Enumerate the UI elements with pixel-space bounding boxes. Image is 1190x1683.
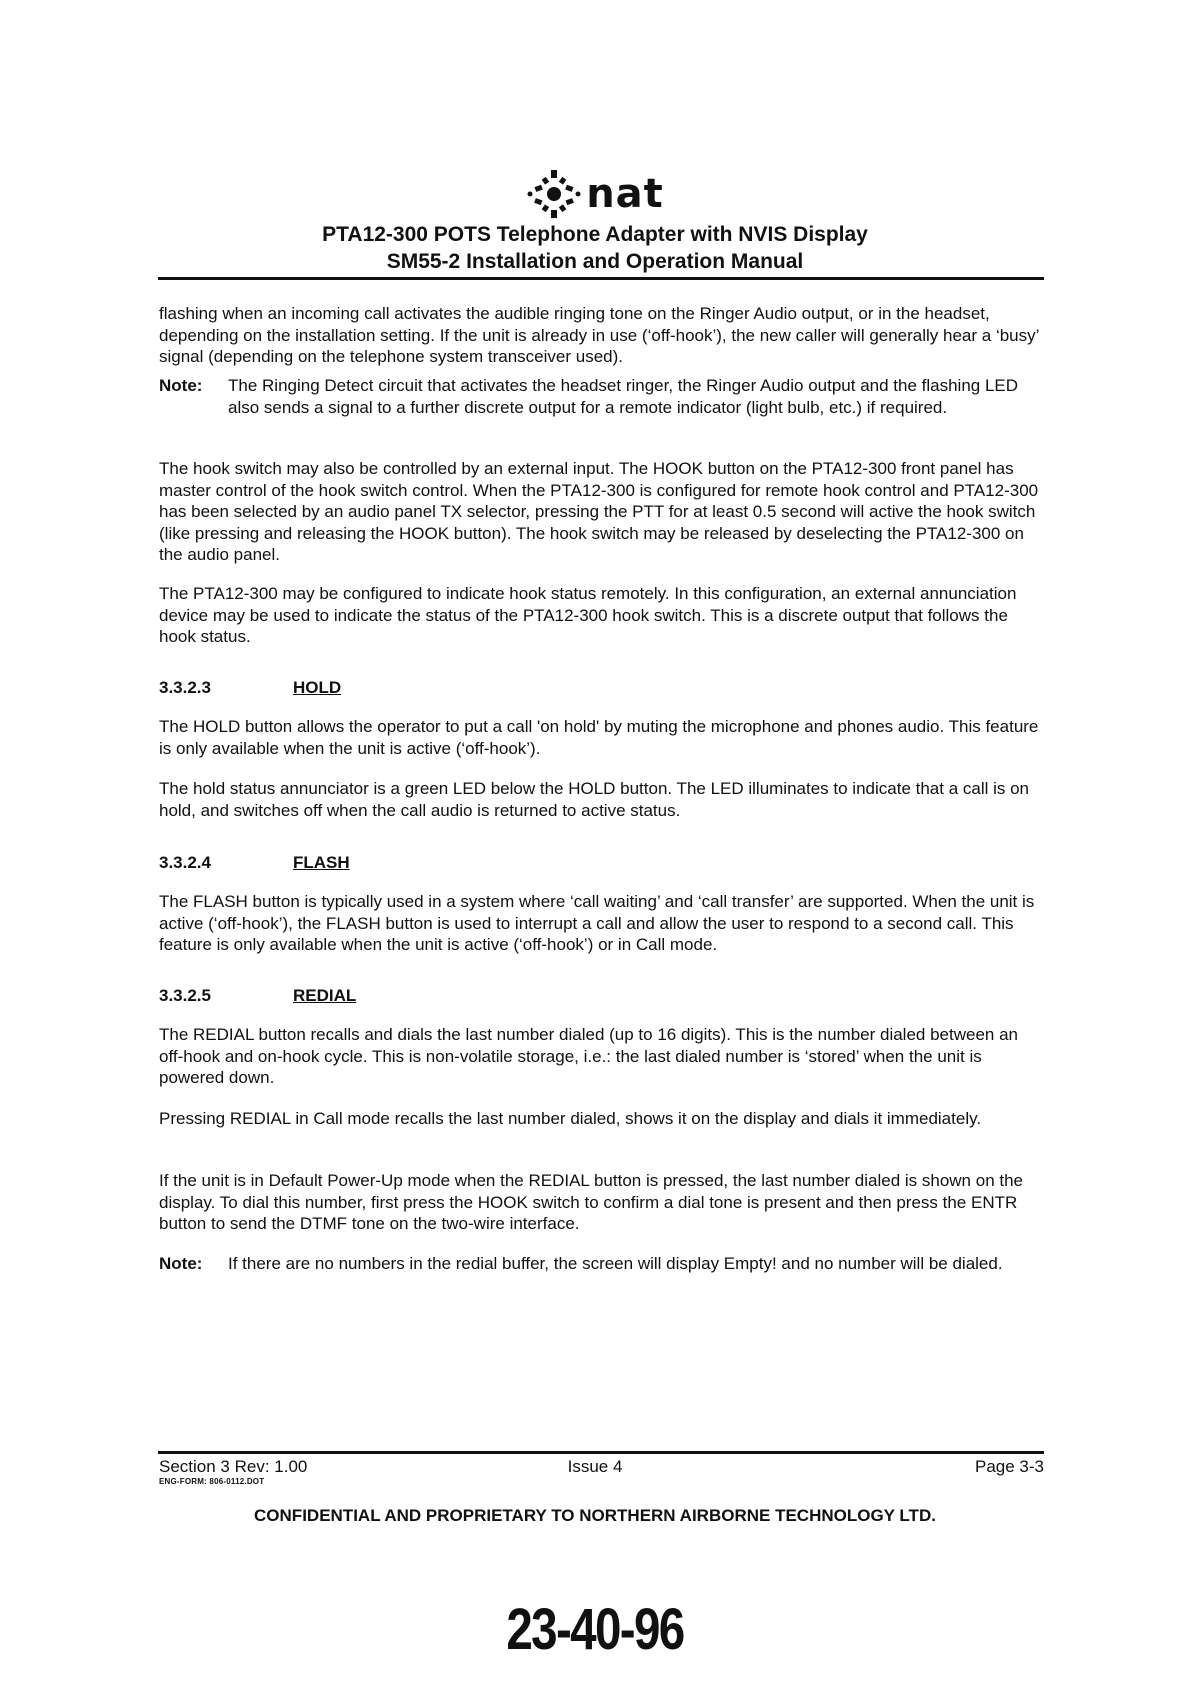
paragraph-redial-power-up: If the unit is in Default Power-Up mode when the REDIAL button is pressed, the last number dialed is shown on the display. To dial this number, first press the HOOK switch to confirm a dial tone is present and then press the ENTR button to send the DTMF tone on the two-wire interface. xyxy=(159,1171,1024,1234)
footer-divider xyxy=(158,1451,1044,1454)
note-label: Note: xyxy=(159,376,203,395)
header-divider xyxy=(158,277,1044,280)
footer-section-revision: Section 3 Rev: 1.00 xyxy=(159,1457,308,1476)
confidentiality-notice: CONFIDENTIAL AND PROPRIETARY TO NORTHERN AIRBORNE TECHNOLOGY LTD. xyxy=(254,1506,936,1525)
paragraph-redial-button: The REDIAL button recalls and dials the last number dialed (up to 16 digits). This is the number dialed between an off-hook and on-hook cycle. This is non-volatile storage, i.e.: the last dialed number is ‘stored’ when the unit is powered down. xyxy=(159,1025,1018,1088)
section-title: FLASH xyxy=(293,853,350,872)
section-number: 3.3.2.5 xyxy=(159,986,211,1005)
section-heading-flash xyxy=(159,852,1039,874)
footer-eng-form: ENG-FORM: 806-0112.DOT xyxy=(159,1477,265,1486)
paragraph-hook-switch-external: The hook switch may also be controlled by an external input. The HOOK button on the PTA12-300 front panel has master control of the hook switch control. When the PTA12-300 is configured for remote hook control and PTA12-300 has been selected by an audio panel TX selector, pressing the PTT for at least 0.5 second will active the hook switch (like pressing and releasing the HOOK button). The hook switch may be released by deselecting the PTA12-300 on the audio panel. xyxy=(159,459,1039,565)
note-label: Note: xyxy=(159,1254,203,1273)
note-ringing-detect xyxy=(159,375,1039,418)
section-number: 3.3.2.3 xyxy=(159,678,211,697)
section-title: REDIAL xyxy=(293,986,357,1005)
footer-issue: Issue 4 xyxy=(567,1457,623,1476)
nat-starburst-icon xyxy=(526,168,582,220)
note-text: The Ringing Detect circuit that activates the headset ringer, the Ringer Audio output and the flashing LED also sends a signal to a further discrete output for a remote indicator (light bulb, etc.) if required. xyxy=(228,376,1019,417)
paragraph-flash-button: The FLASH button is typically used in a system where ‘call waiting’ and ‘call transfer’ are supported. When the unit is active (‘off-hook’), the FLASH button is used to interrupt a call and allow the user to respond to a second call. This feature is only available when the unit is active (‘off-hook’) or in Call mode. xyxy=(159,892,1035,955)
section-title: HOLD xyxy=(293,678,342,697)
section-heading-hold xyxy=(159,677,1039,699)
ata-chapter-number: 23-40-96 xyxy=(506,1597,684,1662)
paragraph-redial-call-mode: Pressing REDIAL in Call mode recalls the last number dialed, shows it on the display and dials it immediately. xyxy=(159,1109,982,1128)
document-title: PTA12-300 POTS Telephone Adapter with NVIS Display xyxy=(322,223,868,246)
footer-page-number: Page 3-3 xyxy=(975,1457,1044,1476)
document-subtitle: SM55-2 Installation and Operation Manual xyxy=(386,250,804,273)
note-redial-empty xyxy=(159,1253,1039,1275)
company-logo xyxy=(0,168,1190,220)
note-text: If there are no numbers in the redial buffer, the screen will display Empty! and no number will be dialed. xyxy=(228,1254,1003,1273)
section-number: 3.3.2.4 xyxy=(159,853,211,872)
paragraph-hook-status-remote: The PTA12-300 may be configured to indicate hook status remotely. In this configuration, an external annunciation device may be used to indicate the status of the PTA12-300 hook switch. This is a discrete output that follows the hook status. xyxy=(159,584,1017,647)
paragraph-hold-annunciator: The hold status annunciator is a green LED below the HOLD button. The LED illuminates to indicate that a call is on hold, and switches off when the call audio is returned to active status. xyxy=(159,779,1030,820)
logo-wordmark: nat xyxy=(586,171,664,217)
section-heading-redial xyxy=(159,985,1039,1007)
paragraph-ringing-continuation: flashing when an incoming call activates the audible ringing tone on the Ringer Audio output, or in the headset, depending on the installation setting. If the unit is already in use (‘off-hook’), the new caller will generally hear a ‘busy’ signal (depending on the telephone system transceiver used). xyxy=(159,304,1039,367)
paragraph-hold-button: The HOLD button allows the operator to put a call 'on hold' by muting the microphone and phones audio. This feature is only available when the unit is active (‘off-hook’). xyxy=(159,717,1039,758)
